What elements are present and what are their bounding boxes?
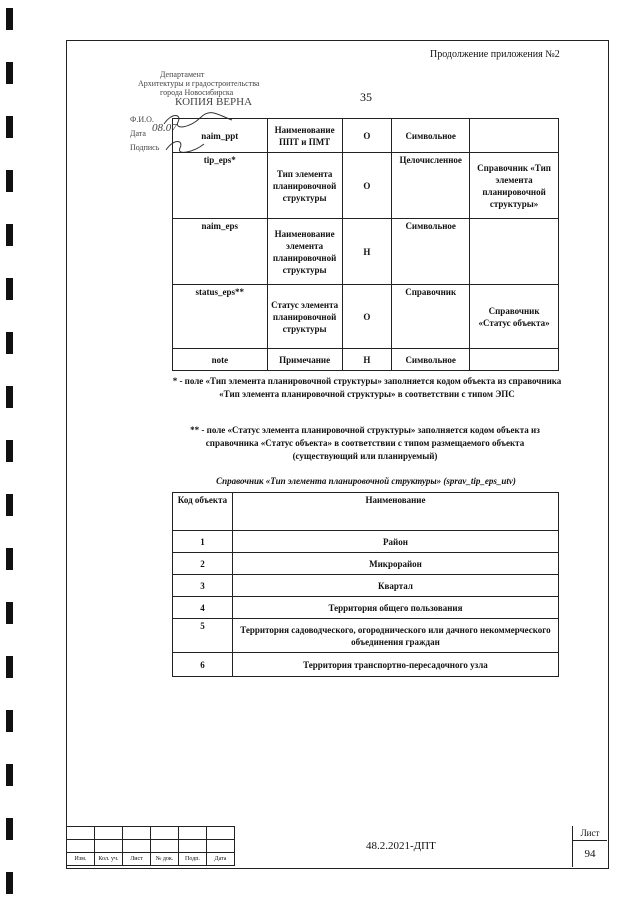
table-row [173,119,559,153]
stamp-fio-label: Ф.И.О. [130,115,154,124]
ref-name: Район [232,531,558,553]
reference-caption: Справочник «Тип элемента планировочной структуры» (sprav_tip_eps_utv) [216,476,516,486]
field-required: О [342,119,392,153]
tb-label-sign: Подп. [179,853,207,866]
field-required: О [342,285,392,349]
field-required: О [342,153,392,219]
footnote-2: ** - поле «Статус элемента планировочной структуры» заполняется кодом объекта из справочника «Статус объекта» в соответствии с типом размещаемого объекта (существующий или планируемый) [190,425,540,461]
table-row [173,153,559,219]
ref-name: Территория транспортно-пересадочного узла [232,653,558,677]
table-row [173,575,559,597]
ref-name: Территория общего пользования [232,597,558,619]
ref-name: Квартал [232,575,558,597]
ref-code: 5 [173,619,233,653]
field-required: Н [342,219,392,285]
document-code: 48.2.2021-ДПТ [366,840,436,852]
ref-name: Микрорайон [232,553,558,575]
tb-label-doc: № док. [151,853,179,866]
tb-label-list: Лист [123,853,151,866]
field-type: Символьное [392,349,470,371]
field-name: Примечание [267,349,342,371]
table-row [173,619,559,653]
field-code: naim_ppt [173,119,268,153]
field-type: Символьное [392,219,470,285]
ref-name: Территория садоводческого, огороднического или дачного некоммерческого объединения граждан [232,619,558,653]
field-reference [470,219,559,285]
field-code: tip_eps* [173,153,268,219]
table-row [173,553,559,575]
ref-code: 2 [173,553,233,575]
title-block [66,826,607,867]
attributes-table [172,118,559,371]
stamp-signature-label: Подпись [130,143,160,152]
tb-label-date: Дата [207,853,235,866]
field-reference [470,119,559,153]
stamp-line-2: Архитектуры и градостроительства [138,79,260,88]
ref-code: 3 [173,575,233,597]
table-header-row [173,493,559,531]
table-row [173,285,559,349]
stamp-date-value: 08.07 [152,122,177,134]
ref-code: 1 [173,531,233,553]
field-name: Тип элемента планировочной структуры [267,153,342,219]
field-code: status_eps** [173,285,268,349]
field-reference [470,349,559,371]
table-row [173,219,559,285]
sheet-number: 94 [584,848,596,860]
table-row [173,597,559,619]
ref-code: 6 [173,653,233,677]
header-name: Наименование [232,493,558,531]
stamp-date-label: Дата [130,129,146,138]
field-reference: Справочник «Статус объекта» [470,285,559,349]
ref-code: 4 [173,597,233,619]
page-number: 35 [360,90,372,104]
field-type: Справочник [392,285,470,349]
table-row [173,653,559,677]
reference-table [172,492,559,677]
field-name: Наименование ППТ и ПМТ [267,119,342,153]
stamp-line-3: города Новосибирска [160,88,234,97]
sheet-box [572,826,607,867]
field-type: Символьное [392,119,470,153]
field-code: note [173,349,268,371]
title-block-grid [66,826,235,866]
stamp-copy-mark: КОПИЯ ВЕРНА [175,96,253,108]
table-row [173,349,559,371]
sheet-label: Лист [573,826,607,841]
field-reference: Справочник «Тип элемента планировочной структуры» [470,153,559,219]
stamp-line-1: Департамент [160,70,205,79]
field-type: Целочисленное [392,153,470,219]
field-name: Наименование элемента планировочной структуры [267,219,342,285]
continuation-note: Продолжение приложения №2 [430,49,560,60]
field-required: Н [342,349,392,371]
field-name: Статус элемента планировочной структуры [267,285,342,349]
tb-label-izm: Изм. [67,853,95,866]
field-code: naim_eps [173,219,268,285]
footnote-1: * - поле «Тип элемента планировочной структуры» заполняется кодом объекта из справочника «Тип элемента планировочной структуры» в соответствии с типом ЭПС [172,376,562,399]
table-row [173,531,559,553]
header-code: Код объекта [173,493,233,531]
tb-label-kol: Кол. уч. [95,853,123,866]
